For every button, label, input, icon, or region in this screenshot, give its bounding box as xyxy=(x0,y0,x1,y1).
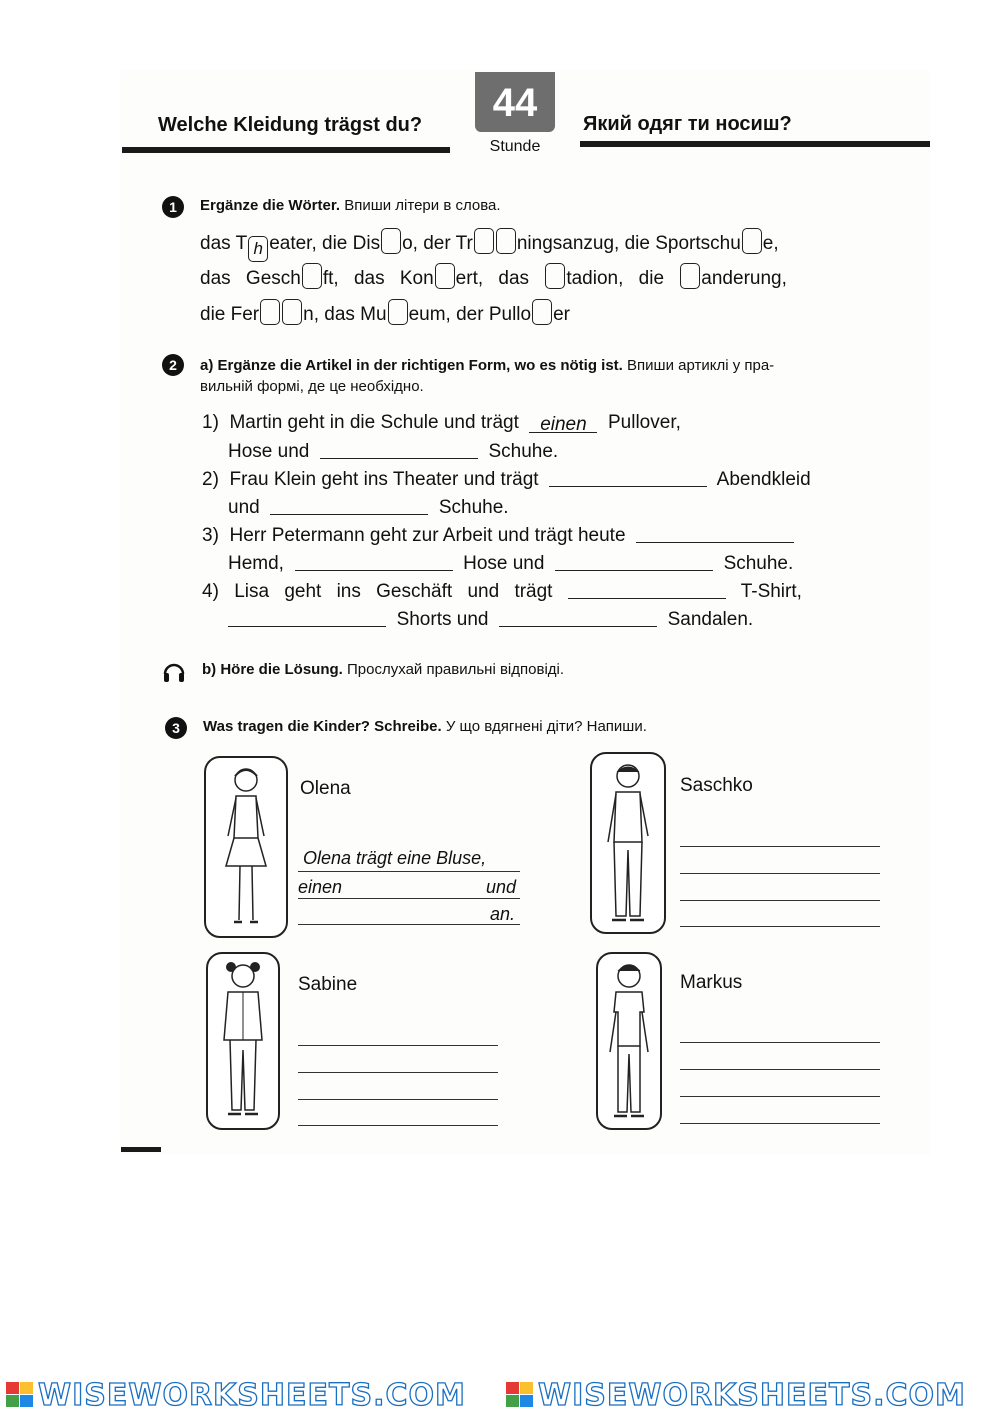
article-blank[interactable] xyxy=(295,552,453,571)
word-part: die Fer xyxy=(200,304,260,325)
header-rule-right xyxy=(580,141,930,147)
letter-gap[interactable] xyxy=(435,263,455,289)
wiseworksheets-logo xyxy=(6,1382,34,1408)
letter-gap[interactable] xyxy=(496,228,516,254)
task-2-item-2-line-1 xyxy=(202,468,811,491)
letter-gap[interactable] xyxy=(381,228,401,254)
lesson-label: Stunde xyxy=(489,138,541,155)
item-text: Schuhe. xyxy=(723,553,794,574)
task-2a-instruction-de: a) Ergänze die Artikel in der richtigen Form, wo es nötig ist. xyxy=(200,357,623,374)
letter-gap[interactable] xyxy=(474,228,494,254)
writing-line[interactable] xyxy=(680,1042,880,1043)
item-text: Schuhe. xyxy=(488,441,559,462)
task-1-line-1 xyxy=(200,228,779,262)
item-text: Hose und xyxy=(463,553,545,574)
word-part: ert, das xyxy=(455,268,530,289)
article-blank[interactable] xyxy=(568,580,726,599)
example-word-und: und xyxy=(486,877,517,897)
task-3-number: 3 xyxy=(165,717,187,739)
writing-line[interactable] xyxy=(298,1099,498,1100)
task-2-number: 2 xyxy=(162,354,184,376)
letter-gap[interactable] xyxy=(260,299,280,325)
girl-skirt-illustration xyxy=(206,758,286,936)
item-text: Hose und xyxy=(228,441,310,462)
kid-name-sabine: Sabine xyxy=(298,974,358,995)
writing-line[interactable] xyxy=(680,873,880,874)
writing-line[interactable] xyxy=(680,846,880,847)
headphones-icon xyxy=(162,660,186,684)
page-title-german: Welche Kleidung trägst du? xyxy=(158,114,423,136)
task-1-instruction-uk: Впиши літери в слова. xyxy=(344,197,501,214)
task-2-item-4-line-1 xyxy=(202,580,802,603)
task-3-instruction-de: Was tragen die Kinder? Schreibe. xyxy=(203,718,442,735)
task-1-instruction xyxy=(200,197,501,214)
kid-name-olena: Olena xyxy=(300,778,351,799)
task-2b-instruction-uk: Прослухай правильні відповіді. xyxy=(347,661,565,678)
header-rule-left xyxy=(122,147,450,153)
word-part: ft, das Kon xyxy=(322,268,434,289)
task-2-item-3-line-2 xyxy=(228,552,793,575)
task-1-line-2 xyxy=(200,263,787,290)
task-2a-instruction-uk-2: вильній формі, де це необхідно. xyxy=(200,378,424,395)
task-2-item-4-line-2 xyxy=(228,608,753,631)
task-2a-instruction xyxy=(200,355,880,397)
letter-gap[interactable] xyxy=(680,263,700,289)
boy-tshirt-illustration xyxy=(598,954,660,1128)
writing-line[interactable] xyxy=(298,924,520,925)
item-text: Abendkleid xyxy=(716,469,811,490)
letter-gap[interactable] xyxy=(742,228,762,254)
task-1-number: 1 xyxy=(162,196,184,218)
article-blank[interactable] xyxy=(228,608,386,627)
item-text: Shorts und xyxy=(396,609,489,630)
word-part: er xyxy=(553,304,570,325)
wiseworksheets-logo xyxy=(506,1382,534,1408)
letter-gap[interactable]: h xyxy=(248,236,268,262)
word-part: anderung, xyxy=(701,268,787,289)
writing-line[interactable] xyxy=(298,1125,498,1126)
item-number: 2) xyxy=(202,469,219,490)
item-number: 4) xyxy=(202,581,219,602)
task-1-instruction-de: Ergänze die Wörter. xyxy=(200,197,341,214)
word-part: e, xyxy=(762,233,779,254)
article-blank[interactable] xyxy=(270,496,428,515)
word-part: eater, die Dis xyxy=(269,233,381,254)
word-part: eum, der Pullo xyxy=(408,304,532,325)
task-2-item-3-line-1 xyxy=(202,524,794,547)
item-text: Hemd, xyxy=(228,553,284,574)
sabine-picture-frame xyxy=(206,952,280,1130)
letter-gap[interactable] xyxy=(282,299,302,325)
word-part: n, das Mu xyxy=(303,304,387,325)
page-corner-mark xyxy=(121,1147,161,1152)
item-text: Schuhe. xyxy=(438,497,509,518)
article-blank[interactable] xyxy=(555,552,713,571)
item-text: Lisa geht ins Geschäft und trägt xyxy=(234,581,553,602)
article-blank[interactable] xyxy=(549,468,707,487)
item-text: Frau Klein geht ins Theater und trägt xyxy=(229,469,539,490)
writing-line[interactable] xyxy=(680,1096,880,1097)
example-word-an: an. xyxy=(490,904,516,924)
writing-line[interactable] xyxy=(298,1045,498,1046)
word-part: tadion, die xyxy=(566,268,665,289)
lesson-number-badge: 44 xyxy=(475,72,555,132)
writing-line[interactable] xyxy=(298,871,520,872)
footer-watermark-1: WISEWORKSHEETS.COM xyxy=(38,1378,466,1413)
page-title-ukrainian: Який одяг ти носиш? xyxy=(583,113,792,135)
letter-gap[interactable] xyxy=(302,263,322,289)
word-part: ningsanzug, die Sportschu xyxy=(516,233,741,254)
letter-gap[interactable] xyxy=(388,299,408,325)
boy-sweater-illustration xyxy=(592,754,664,932)
writing-line[interactable] xyxy=(680,1069,880,1070)
item-text: Martin geht in die Schule und trägt xyxy=(229,412,519,433)
markus-picture-frame xyxy=(596,952,662,1130)
kid-name-saschko: Saschko xyxy=(680,775,753,796)
article-blank[interactable] xyxy=(636,524,794,543)
girl-jacket-illustration xyxy=(208,954,278,1128)
example-answer-line-1: Olena trägt eine Bluse, xyxy=(303,848,487,868)
item-text: Pullover, xyxy=(608,412,681,433)
writing-line[interactable] xyxy=(680,1123,880,1124)
word-part: das Gesch xyxy=(200,268,301,289)
item-number: 3) xyxy=(202,525,219,546)
task-3-instruction-uk: У що вдягнені діти? Напиши. xyxy=(445,718,647,735)
item-text: T-Shirt, xyxy=(740,581,802,602)
article-blank[interactable]: einen xyxy=(529,414,597,433)
task-2-item-1-line-2 xyxy=(228,440,558,463)
word-part: o, der Tr xyxy=(402,233,473,254)
task-2a-instruction-uk-1: Впиши артиклі у пра- xyxy=(627,357,775,374)
task-1-line-3 xyxy=(200,299,570,326)
kid-name-markus: Markus xyxy=(680,972,743,993)
article-blank[interactable] xyxy=(320,440,478,459)
item-text: und xyxy=(228,497,260,518)
olena-picture-frame xyxy=(204,756,288,938)
example-word-einen: einen xyxy=(298,877,343,897)
item-text: Herr Petermann geht zur Arbeit und trägt heute xyxy=(229,525,626,546)
task-3-instruction xyxy=(203,718,647,735)
writing-line[interactable] xyxy=(298,1072,498,1073)
writing-line[interactable] xyxy=(680,900,880,901)
letter-gap[interactable] xyxy=(545,263,565,289)
writing-line[interactable] xyxy=(298,898,520,899)
task-2b-instruction xyxy=(202,661,564,678)
task-2-item-1-line-1 xyxy=(202,412,681,434)
item-text: Sandalen. xyxy=(667,609,754,630)
letter-gap[interactable] xyxy=(532,299,552,325)
task-2b-instruction-de: b) Höre die Lösung. xyxy=(202,661,343,678)
writing-line[interactable] xyxy=(680,926,880,927)
footer-watermark-2: WISEWORKSHEETS.COM xyxy=(538,1378,966,1413)
item-number: 1) xyxy=(202,412,219,433)
article-blank[interactable] xyxy=(499,608,657,627)
task-2-item-2-line-2 xyxy=(228,496,509,519)
saschko-picture-frame xyxy=(590,752,666,934)
word-part: das T xyxy=(200,233,248,254)
